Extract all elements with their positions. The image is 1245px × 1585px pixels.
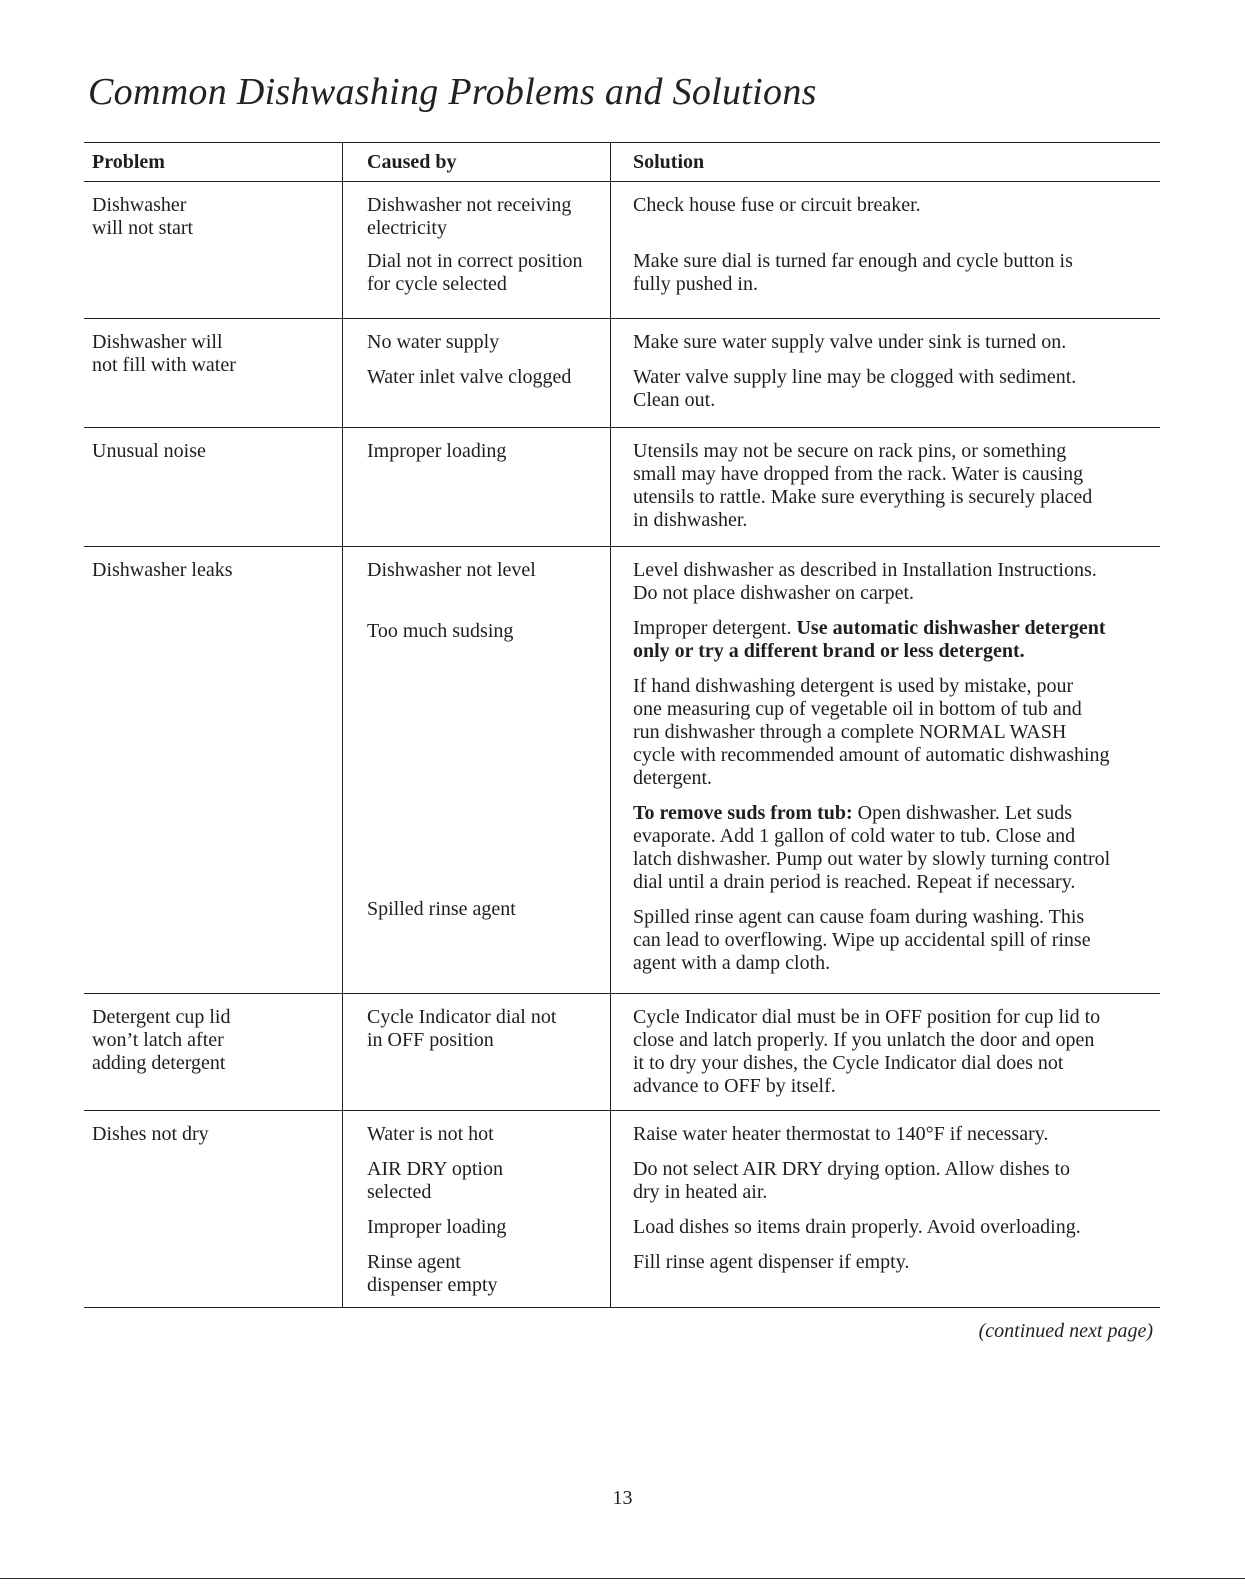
- cause-cell: [342, 994, 610, 1110]
- problem-cell: Dishwasher will not start: [92, 194, 194, 239]
- troubleshooting-table: [84, 142, 1160, 1308]
- solution-text: If hand dishwashing detergent is used by mistake, pour one measuring cup of vegetable oil in bottom of tub and run dishwasher through a complete NORMAL WASH cycle with recommended amount of automatic dishwashing detergent.: [633, 675, 1110, 789]
- cause-cell: [342, 319, 610, 427]
- solution-plain: Improper detergent.: [633, 617, 797, 639]
- cause-text: No water supply: [367, 331, 500, 353]
- cause-text: Dishwasher not receiving electricity: [367, 194, 572, 239]
- cause-text: Spilled rinse agent: [367, 898, 516, 920]
- table-row: [84, 547, 1160, 994]
- table-header: [84, 142, 1160, 182]
- solution-text: Make sure dial is turned far enough and cycle button is fully pushed in.: [633, 250, 1073, 295]
- cause-text: Water inlet valve clogged: [367, 366, 572, 388]
- table-row: [84, 994, 1160, 1111]
- cause-text: Cycle Indicator dial not in OFF position: [367, 1006, 557, 1051]
- cause-text: Rinse agent dispenser empty: [367, 1251, 498, 1296]
- problem-cell: Detergent cup lid won’t latch after adding detergent: [92, 1006, 231, 1074]
- cause-cell: [342, 428, 610, 546]
- cause-text: Water is not hot: [367, 1123, 494, 1145]
- table-row: [84, 319, 1160, 428]
- cause-text: Dial not in correct position for cycle selected: [367, 250, 583, 295]
- solution-text: Make sure water supply valve under sink is turned on.: [633, 331, 1067, 353]
- solution-cell: [610, 428, 1160, 546]
- problem-cell: Dishwasher will not fill with water: [92, 331, 236, 376]
- cause-text: Improper loading: [367, 1216, 507, 1238]
- solution-text: Raise water heater thermostat to 140°F if necessary.: [633, 1123, 1049, 1145]
- header-solution: Solution: [610, 143, 1160, 181]
- solution-text: Load dishes so items drain properly. Avoid overloading.: [633, 1216, 1081, 1238]
- table-row: [84, 182, 1160, 319]
- solution-bold: Use automatic dishwasher detergent only or try a different brand or less detergent.: [633, 617, 1106, 662]
- solution-text: Check house fuse or circuit breaker.: [633, 194, 921, 216]
- bottom-rule: [0, 1578, 1245, 1579]
- problem-cell: Dishes not dry: [92, 1123, 209, 1145]
- cause-cell: [342, 182, 610, 318]
- solution-text: Utensils may not be secure on rack pins, or something small may have dropped from the rack. Water is causing utensils to rattle. Make sure everything is securely placed in dishwasher.: [633, 440, 1093, 531]
- cause-text: AIR DRY option selected: [367, 1158, 503, 1203]
- solution-text: Spilled rinse agent can cause foam during washing. This can lead to overflowing. Wipe up accidental spill of rinse agent with a damp cloth.: [633, 906, 1091, 974]
- solution-cell: [610, 547, 1160, 993]
- cause-text: Improper loading: [367, 440, 507, 462]
- problem-cell: Unusual noise: [92, 440, 206, 462]
- page-number: 13: [612, 1487, 633, 1509]
- solution-cell: [610, 994, 1160, 1110]
- cause-cell: [342, 1111, 610, 1307]
- solution-cell: [610, 319, 1160, 427]
- page-title: Common Dishwashing Problems and Solutions: [88, 71, 817, 113]
- solution-text: [633, 802, 1160, 894]
- solution-plain: Open dishwasher. Let suds evaporate. Add 1 gallon of cold water to tub. Close and latch dishwasher. Pump out water by slowly turning control dial until a drain period is reached. Repeat if necessary.: [633, 802, 1111, 893]
- solution-text: Cycle Indicator dial must be in OFF position for cup lid to close and latch properly. If you unlatch the door and open it to dry your dishes, the Cycle Indicator dial does not advance to OFF by itself.: [633, 1006, 1101, 1097]
- header-problem: Problem: [92, 150, 165, 173]
- solution-text: Level dishwasher as described in Installation Instructions. Do not place dishwasher on carpet.: [633, 559, 1097, 604]
- solution-text: Do not select AIR DRY drying option. Allow dishes to dry in heated air.: [633, 1158, 1071, 1203]
- solution-text: Fill rinse agent dispenser if empty.: [633, 1251, 910, 1273]
- solution-cell: [610, 1111, 1160, 1307]
- cause-cell: [342, 547, 610, 993]
- problem-cell: Dishwasher leaks: [92, 559, 233, 581]
- continued-note: (continued next page): [978, 1320, 1153, 1342]
- header-caused-by: Caused by: [342, 143, 610, 181]
- solution-text: [633, 617, 1160, 663]
- cause-text: Too much sudsing: [367, 620, 514, 642]
- solution-text: Water valve supply line may be clogged with sediment. Clean out.: [633, 366, 1077, 411]
- table-row: [84, 1111, 1160, 1308]
- cause-text: Dishwasher not level: [367, 559, 536, 581]
- solution-cell: [610, 182, 1160, 318]
- solution-bold: To remove suds from tub:: [633, 802, 853, 824]
- table-row: [84, 428, 1160, 547]
